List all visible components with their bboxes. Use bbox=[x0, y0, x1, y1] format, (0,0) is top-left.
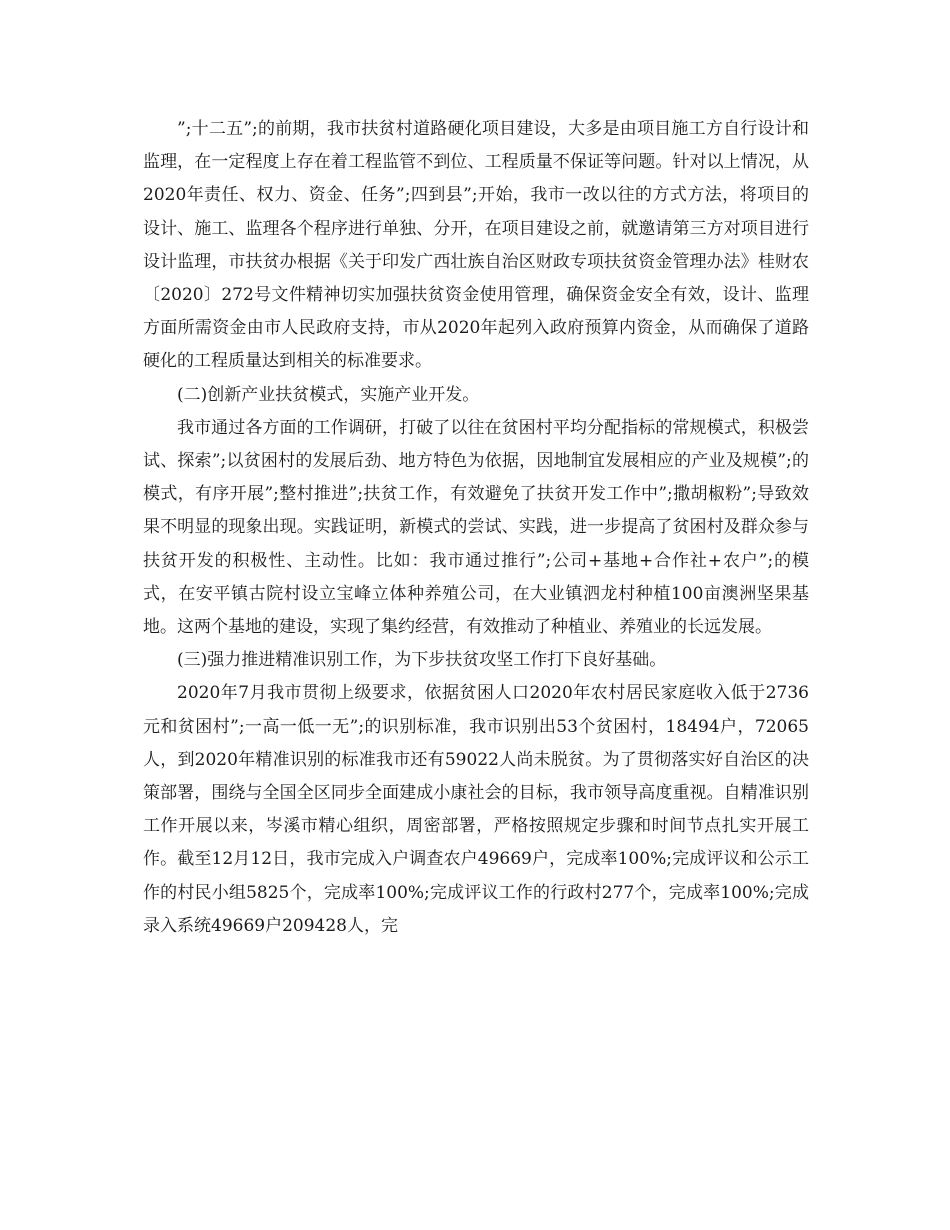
paragraph-industry-model: 我市通过各方面的工作调研，打破了以往在贫困村平均分配指标的常规模式，积极尝试、探索”;以贫困村的发展后劲、地方特色为依据，因地制宜发展相应的产业及规模”;的模式，有序开展”;整村推进”;扶贫工作，有效避免了扶贫开发工作中”;撒胡椒粉”;导致效果不明显的现象出现。实践证明，新模式的尝试、实践，进一步提高了贫困村及群众参与扶贫开发的积极性、主动性。比如：我市通过推行”;公司+基地+合作社+农户”;的模式，在安平镇古院村设立宝峰立体种养殖公司，在大业镇泗龙村种植100亩澳洲坚果基地。这两个基地的建设，实现了集约经营，有效推动了种植业、养殖业的长远发展。 bbox=[143, 417, 809, 638]
section-heading-industry: (二)创新产业扶贫模式，实施产业开发。 bbox=[177, 384, 480, 405]
section-heading-identification: (三)强力推进精准识别工作，为下步扶贫攻坚工作打下良好基础。 bbox=[177, 650, 667, 671]
document-page bbox=[143, 113, 809, 943]
paragraph-road-hardening: ”;十二五”;的前期，我市扶贫村道路硬化项目建设，大多是由项目施工方自行设计和监理，在一定程度上存在着工程监管不到位、工程质量不保证等问题。针对以上情况，从2020年责任、权力、资金、任务”;四到县”;开始，我市一改以往的方式方法，将项目的设计、施工、监理各个程序进行单独、分开，在项目建设之前，就邀请第三方对项目进行设计监理，市扶贫办根据《关于印发广西壮族自治区财政专项扶贫资金管理办法》桂财农〔2020〕272号文件精神切实加强扶贫资金使用管理，确保资金安全有效，设计、监理方面所需资金由市人民政府支持，市从2020年起列入政府预算内资金，从而确保了道路硬化的工程质量达到相关的标准要求。 bbox=[143, 119, 809, 372]
paragraph-precise-identification: 2020年7月我市贯彻上级要求，依据贫困人口2020年农村居民家庭收入低于2736元和贫困村”;一高一低一无”;的识别标准，我市识别出53个贫困村，18494户，72065人，到2020年精准识别的标准我市还有59022人尚未脱贫。为了贯彻落实好自治区的决策部署，围绕与全国全区同步全面建成小康社会的目标，我市领导高度重视。自精准识别工作开展以来，岑溪市精心组织，周密部署，严格按照规定步骤和时间节点扎实开展工作。截至12月12日，我市完成入户调查农户49669户，完成率100%;完成评议和公示工作的村民小组5825个，完成率100%;完成评议工作的行政村277个，完成率100%;完成录入系统49669户209428人，完 bbox=[143, 683, 809, 936]
